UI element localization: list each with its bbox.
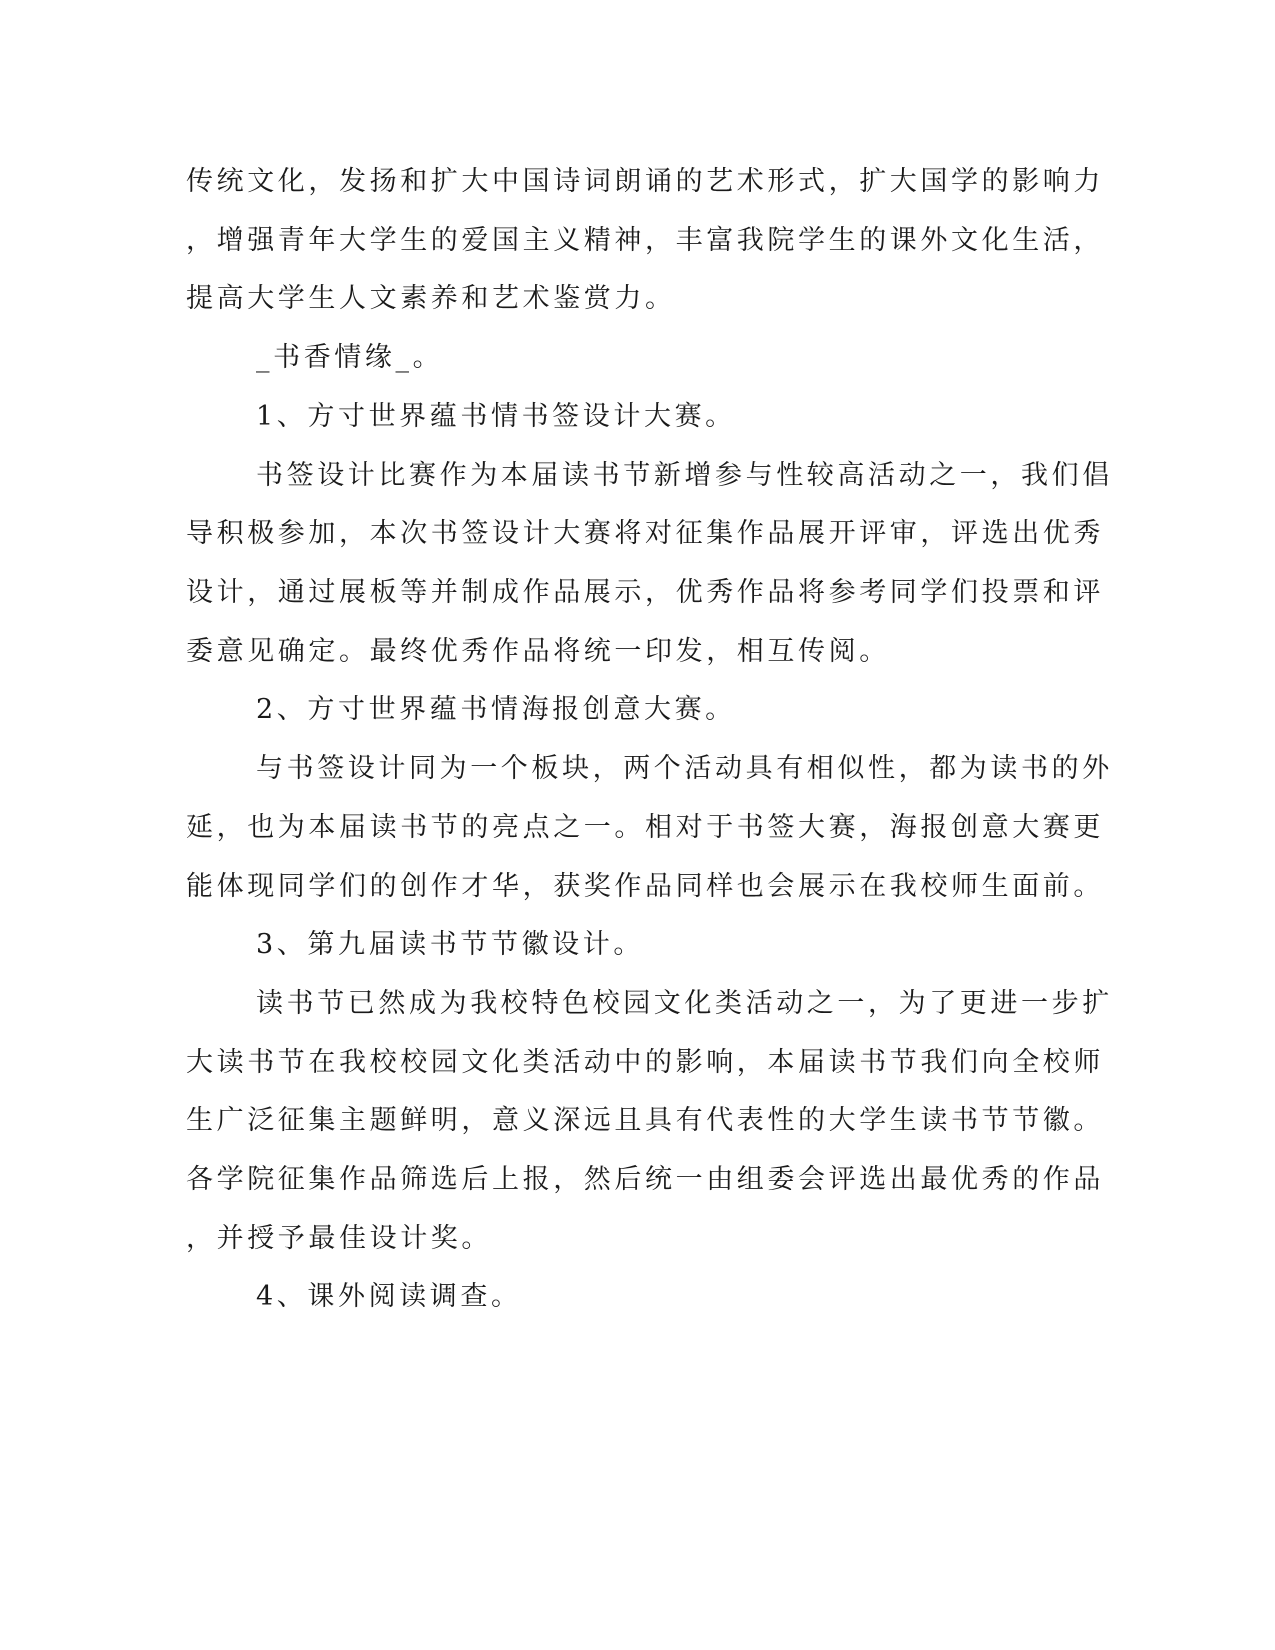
paragraph-first-line: 书签设计比赛作为本届读书节新增参与性较高活动之一，我们倡 (256, 460, 1113, 491)
item-heading: 3、第九届读书节节徽设计。 (256, 929, 644, 960)
text-line: 各学院征集作品筛选后上报，然后统一由组委会评选出最优秀的作品 (186, 1164, 1104, 1195)
item-heading: 1、方寸世界蕴书情书签设计大赛。 (256, 401, 736, 432)
paragraph-first-line: 读书节已然成为我校特色校园文化类活动之一，为了更进一步扩 (256, 988, 1113, 1019)
item-heading: 4、课外阅读调查。 (256, 1281, 522, 1312)
text-line: 提高大学生人文素养和艺术鉴赏力。 (186, 283, 676, 314)
text-line: 大读书节在我校校园文化类活动中的影响，本届读书节我们向全校师 (186, 1047, 1104, 1078)
text-line: 委意见确定。最终优秀作品将统一印发，相互传阅。 (186, 636, 890, 667)
text-line: 传统文化，发扬和扩大中国诗词朗诵的艺术形式，扩大国学的影响力 (186, 166, 1104, 197)
paragraph-first-line: 与书签设计同为一个板块，两个活动具有相似性，都为读书的外 (256, 753, 1113, 784)
section-heading: _书香情缘_。 (256, 342, 444, 373)
text-line: ，增强青年大学生的爱国主义精神，丰富我院学生的课外文化生活， (186, 225, 1104, 256)
item-heading: 2、方寸世界蕴书情海报创意大赛。 (256, 694, 736, 725)
text-line: 生广泛征集主题鲜明，意义深远且具有代表性的大学生读书节节徽。 (186, 1105, 1104, 1136)
text-line: ，并授予最佳设计奖。 (186, 1223, 492, 1254)
text-line: 延，也为本届读书节的亮点之一。相对于书签大赛，海报创意大赛更 (186, 812, 1104, 843)
text-line: 导积极参加，本次书签设计大赛将对征集作品展开评审，评选出优秀 (186, 518, 1104, 549)
text-line: 设计，通过展板等并制成作品展示，优秀作品将参考同学们投票和评 (186, 577, 1104, 608)
text-line: 能体现同学们的创作才华，获奖作品同样也会展示在我校师生面前。 (186, 871, 1104, 902)
